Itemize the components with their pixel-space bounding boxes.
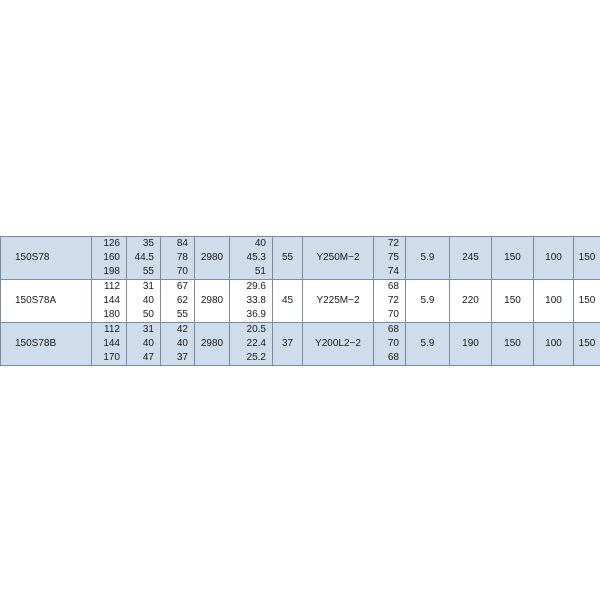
col10-cell: 5.9 — [406, 237, 450, 280]
col13-cell: 100 — [534, 237, 574, 280]
motor-model-cell: Y225M−2 — [303, 280, 374, 323]
speed-cell: 2980 — [195, 323, 230, 366]
col11-cell: 190 — [450, 323, 492, 366]
speed-cell: 2980 — [195, 280, 230, 323]
head-cell: 31 40 50 — [127, 280, 161, 323]
model-cell: 150S78B — [1, 323, 92, 366]
col11-cell: 220 — [450, 280, 492, 323]
col9-cell: 68 70 68 — [374, 323, 406, 366]
col14-cell: 150 — [574, 323, 600, 366]
flow-cell: 112 144 170 — [92, 323, 127, 366]
head-cell: 35 44.5 55 — [127, 237, 161, 280]
col12-cell: 150 — [492, 323, 534, 366]
col12-cell: 150 — [492, 280, 534, 323]
col10-cell: 5.9 — [406, 280, 450, 323]
pump-spec-table — [0, 236, 600, 366]
shaft-power-cell: 29.6 33.8 36.9 — [230, 280, 273, 323]
motor-power-cell: 55 — [273, 237, 303, 280]
col13-cell: 100 — [534, 323, 574, 366]
col11-cell: 245 — [450, 237, 492, 280]
col9-cell: 68 72 70 — [374, 280, 406, 323]
head-cell: 31 40 47 — [127, 323, 161, 366]
motor-power-cell: 37 — [273, 323, 303, 366]
motor-model-cell: Y250M−2 — [303, 237, 374, 280]
col14-cell: 150 — [574, 280, 600, 323]
col10-cell: 5.9 — [406, 323, 450, 366]
motor-model-cell: Y200L2−2 — [303, 323, 374, 366]
efficiency-cell: 42 40 37 — [161, 323, 195, 366]
col12-cell: 150 — [492, 237, 534, 280]
speed-cell: 2980 — [195, 237, 230, 280]
model-cell: 150S78A — [1, 280, 92, 323]
table-row — [1, 323, 600, 366]
motor-power-cell: 45 — [273, 280, 303, 323]
efficiency-cell: 84 78 70 — [161, 237, 195, 280]
col9-cell: 72 75 74 — [374, 237, 406, 280]
flow-cell: 126 160 198 — [92, 237, 127, 280]
efficiency-cell: 67 62 55 — [161, 280, 195, 323]
flow-cell: 112 144 180 — [92, 280, 127, 323]
table-row — [1, 280, 600, 323]
model-cell: 150S78 — [1, 237, 92, 280]
shaft-power-cell: 20.5 22.4 25.2 — [230, 323, 273, 366]
table-row — [1, 237, 600, 280]
col13-cell: 100 — [534, 280, 574, 323]
shaft-power-cell: 40 45.3 51 — [230, 237, 273, 280]
col14-cell: 150 — [574, 237, 600, 280]
